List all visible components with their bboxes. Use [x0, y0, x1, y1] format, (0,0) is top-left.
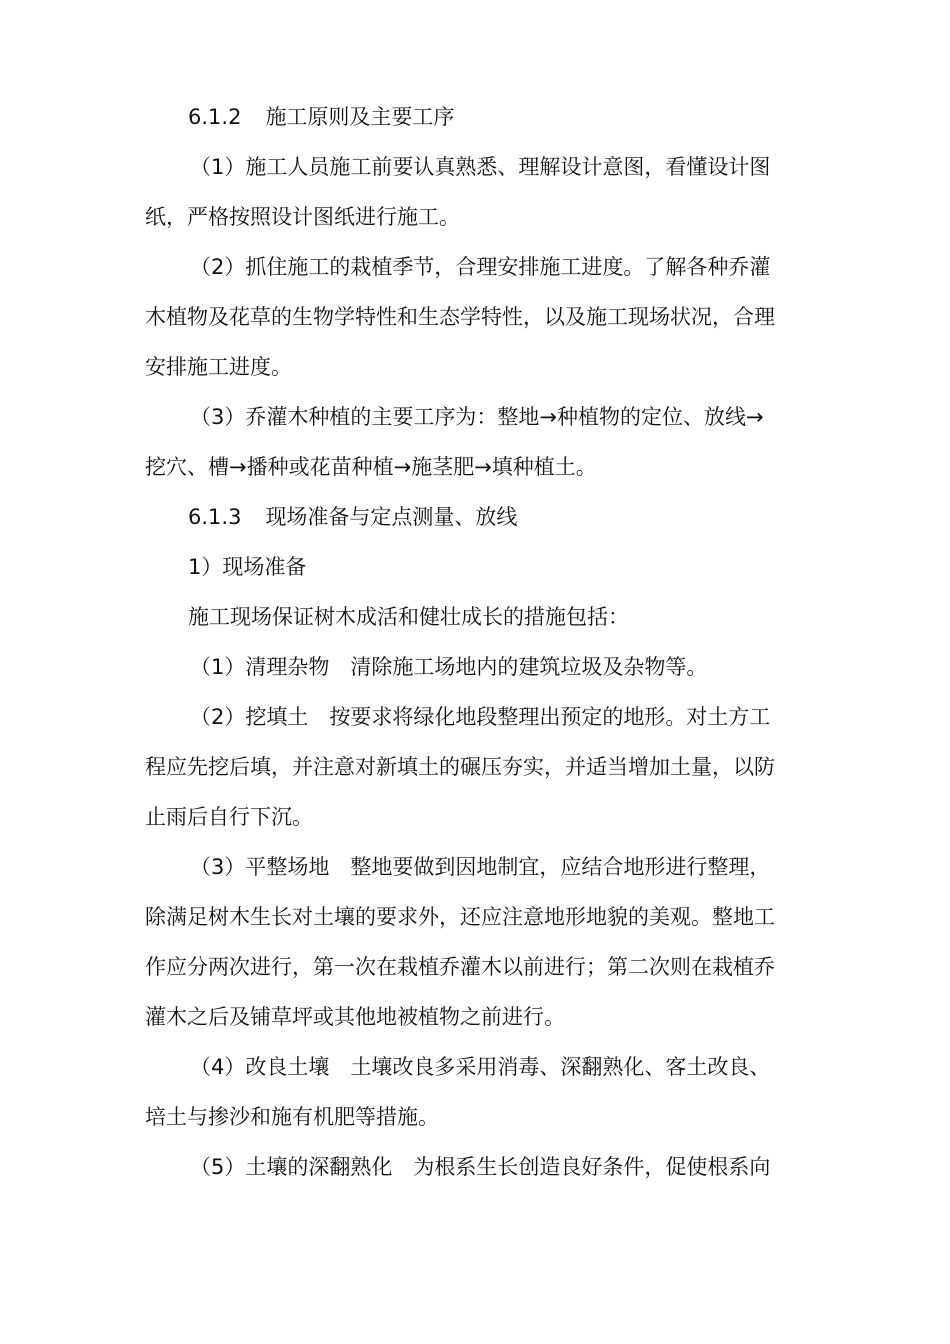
paragraph-line: 纸，严格按照设计图纸进行施工。	[145, 205, 460, 229]
paragraph-line: （1）施工人员施工前要认真熟悉、理解设计意图，看懂设计图	[190, 155, 771, 179]
section-title: 现场准备与定点测量、放线	[265, 505, 518, 529]
subsection-heading: 1）现场准备	[188, 555, 307, 579]
section-number: 6.1.3	[188, 505, 242, 529]
paragraph-line: 培土与掺沙和施有机肥等措施。	[145, 1105, 439, 1129]
section-title: 施工原则及主要工序	[265, 105, 455, 129]
paragraph-line: 止雨后自行下沉。	[145, 805, 313, 829]
paragraph-line: （1）清理杂物 清除施工场地内的建筑垃圾及杂物等。	[190, 655, 708, 679]
paragraph-line: （2）挖填土 按要求将绿化地段整理出预定的地形。对土方工	[190, 705, 771, 729]
section-heading-6-1-3	[188, 500, 517, 534]
paragraph-line: （4）改良土壤 土壤改良多采用消毒、深翻熟化、客土改良、	[190, 1055, 771, 1079]
paragraph-line: 灌木之后及铺草坪或其他地被植物之前进行。	[145, 1005, 565, 1029]
paragraph-line: 挖穴、槽→播种或花苗种植→施茎肥→填种植土。	[145, 455, 597, 479]
paragraph-line: （3）乔灌木种植的主要工序为：整地→种植物的定位、放线→	[190, 405, 764, 429]
paragraph-line: （5）土壤的深翻熟化 为根系生长创造良好条件，促使根系向	[190, 1155, 771, 1179]
section-heading-6-1-2	[188, 100, 454, 134]
paragraph-line: 安排施工进度。	[145, 355, 292, 379]
paragraph-line: （2）抓住施工的栽植季节，合理安排施工进度。了解各种乔灌	[190, 255, 771, 279]
paragraph-line: 程应先挖后填，并注意对新填土的碾压夯实，并适当增加土量，以防	[145, 755, 775, 779]
paragraph-line: （3）平整场地 整地要做到因地制宜，应结合地形进行整理，	[190, 855, 771, 879]
paragraph-line: 作应分两次进行，第一次在栽植乔灌木以前进行；第二次则在栽植乔	[145, 955, 775, 979]
paragraph-line: 木植物及花草的生物学特性和生态学特性，以及施工现场状况，合理	[145, 305, 775, 329]
section-number: 6.1.2	[188, 105, 242, 129]
paragraph-line: 施工现场保证树木成活和健壮成长的措施包括：	[188, 605, 629, 629]
paragraph-line: 除满足树木生长对土壤的要求外，还应注意地形地貌的美观。整地工	[145, 905, 775, 929]
